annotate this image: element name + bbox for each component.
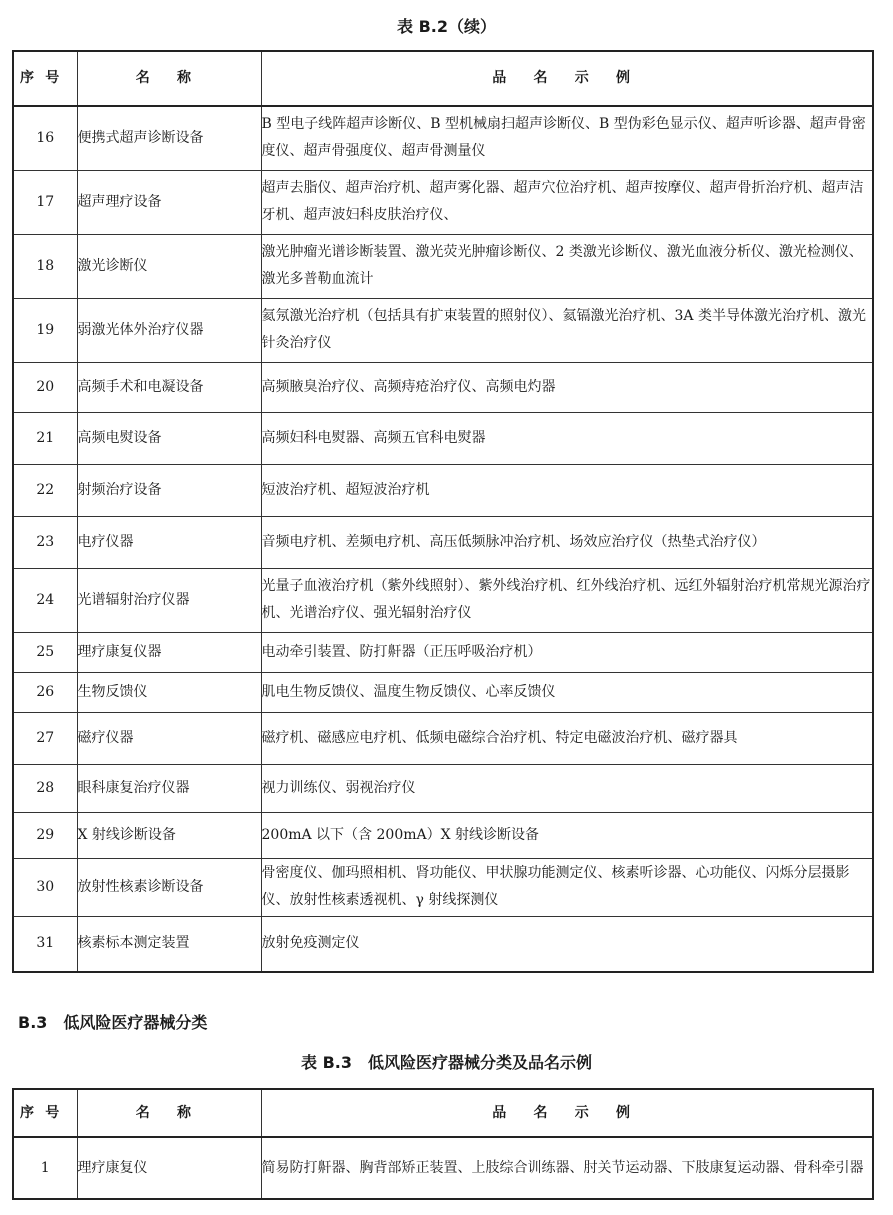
table-b3-caption: 表 B.3 低风险医疗器械分类及品名示例: [301, 1053, 592, 1072]
device-name: 理疗康复仪: [77, 1137, 261, 1199]
device-name: 核素标本测定装置: [77, 916, 261, 972]
device-name: 射频治疗设备: [77, 464, 261, 516]
row-number: 31: [13, 916, 77, 972]
table-row: [13, 234, 873, 298]
header-name: 名 称: [77, 1089, 261, 1137]
table-row: [13, 106, 873, 170]
product-examples: 肌电生物反馈仪、温度生物反馈仪、心率反馈仪: [261, 672, 873, 712]
row-number: 1: [13, 1137, 77, 1199]
row-number: 18: [13, 234, 77, 298]
product-examples: 放射免疫测定仪: [261, 916, 873, 972]
device-name: 电疗仪器: [77, 516, 261, 568]
table-row: [13, 916, 873, 972]
device-name: 高频电熨设备: [77, 412, 261, 464]
table-row: [13, 1137, 873, 1199]
device-name: 便携式超声诊断设备: [77, 106, 261, 170]
device-name: 生物反馈仪: [77, 672, 261, 712]
product-examples: 激光肿瘤光谱诊断装置、激光荧光肿瘤诊断仪、2 类激光诊断仪、激光血液分析仪、激光检测仪、激光多普勒血流计: [261, 234, 873, 298]
product-examples: 超声去脂仪、超声治疗机、超声雾化器、超声穴位治疗机、超声按摩仪、超声骨折治疗机、超声洁牙机、超声波妇科皮肤治疗仪、: [261, 170, 873, 234]
row-number: 30: [13, 858, 77, 916]
row-number: 27: [13, 712, 77, 764]
header-examples: 品 名 示 例: [261, 51, 873, 106]
device-name: 眼科康复治疗仪器: [77, 764, 261, 812]
row-number: 22: [13, 464, 77, 516]
product-examples: 音频电疗机、差频电疗机、高压低频脉冲治疗机、场效应治疗仪（热垫式治疗仪）: [261, 516, 873, 568]
table-row: [13, 170, 873, 234]
device-name: X 射线诊断设备: [77, 812, 261, 858]
header-examples: 品 名 示 例: [261, 1089, 873, 1137]
table-row: [13, 812, 873, 858]
row-number: 24: [13, 568, 77, 632]
row-number: 21: [13, 412, 77, 464]
device-name: 放射性核素诊断设备: [77, 858, 261, 916]
table-header-row: [13, 1089, 873, 1137]
table-row: [13, 362, 873, 412]
table-row: [13, 672, 873, 712]
table-row: [13, 764, 873, 812]
row-number: 23: [13, 516, 77, 568]
device-name: 光谱辐射治疗仪器: [77, 568, 261, 632]
product-examples: 高频腋臭治疗仪、高频痔疮治疗仪、高频电灼器: [261, 362, 873, 412]
device-name: 高频手术和电凝设备: [77, 362, 261, 412]
row-number: 25: [13, 632, 77, 672]
table-row: [13, 568, 873, 632]
row-number: 17: [13, 170, 77, 234]
row-number: 16: [13, 106, 77, 170]
table-b2: [12, 50, 874, 973]
table-row: [13, 298, 873, 362]
row-number: 29: [13, 812, 77, 858]
row-number: 20: [13, 362, 77, 412]
section-heading-b3: B.3 低风险医疗器械分类: [18, 1013, 208, 1032]
table-row: [13, 516, 873, 568]
device-name: 超声理疗设备: [77, 170, 261, 234]
device-name: 弱激光体外治疗仪器: [77, 298, 261, 362]
row-number: 19: [13, 298, 77, 362]
header-name: 名 称: [77, 51, 261, 106]
table-row: [13, 712, 873, 764]
product-examples: 简易防打鼾器、胸背部矫正装置、上肢综合训练器、肘关节运动器、下肢康复运动器、骨科牵引器: [261, 1137, 873, 1199]
table-row: [13, 858, 873, 916]
device-name: 磁疗仪器: [77, 712, 261, 764]
product-examples: 高频妇科电熨器、高频五官科电熨器: [261, 412, 873, 464]
table-b3: [12, 1088, 874, 1200]
table-header-row: [13, 51, 873, 106]
product-examples: 骨密度仪、伽玛照相机、肾功能仪、甲状腺功能测定仪、核素听诊器、心功能仪、闪烁分层摄影仪、放射性核素透视机、γ 射线探测仪: [261, 858, 873, 916]
product-examples: 200mA 以下（含 200mA）X 射线诊断设备: [261, 812, 873, 858]
product-examples: 氦氖激光治疗机（包括具有扩束装置的照射仪）、氦镉激光治疗机、3A 类半导体激光治疗机、激光针灸治疗仪: [261, 298, 873, 362]
table-row: [13, 632, 873, 672]
table-row: [13, 412, 873, 464]
header-no: 序号: [13, 51, 77, 106]
table-row: [13, 464, 873, 516]
row-number: 26: [13, 672, 77, 712]
device-name: 激光诊断仪: [77, 234, 261, 298]
product-examples: 光量子血液治疗机（紫外线照射）、紫外线治疗机、红外线治疗机、远红外辐射治疗机常规光源治疗机、光谱治疗仪、强光辐射治疗仪: [261, 568, 873, 632]
row-number: 28: [13, 764, 77, 812]
header-no: 序号: [13, 1089, 77, 1137]
product-examples: 电动牵引装置、防打鼾器（正压呼吸治疗机）: [261, 632, 873, 672]
table-b2-caption: 表 B.2（续）: [397, 17, 496, 36]
product-examples: 视力训练仪、弱视治疗仪: [261, 764, 873, 812]
device-name: 理疗康复仪器: [77, 632, 261, 672]
product-examples: 磁疗机、磁感应电疗机、低频电磁综合治疗机、特定电磁波治疗机、磁疗器具: [261, 712, 873, 764]
product-examples: B 型电子线阵超声诊断仪、B 型机械扇扫超声诊断仪、B 型伪彩色显示仪、超声听诊器、超声骨密度仪、超声骨强度仪、超声骨测量仪: [261, 106, 873, 170]
product-examples: 短波治疗机、超短波治疗机: [261, 464, 873, 516]
